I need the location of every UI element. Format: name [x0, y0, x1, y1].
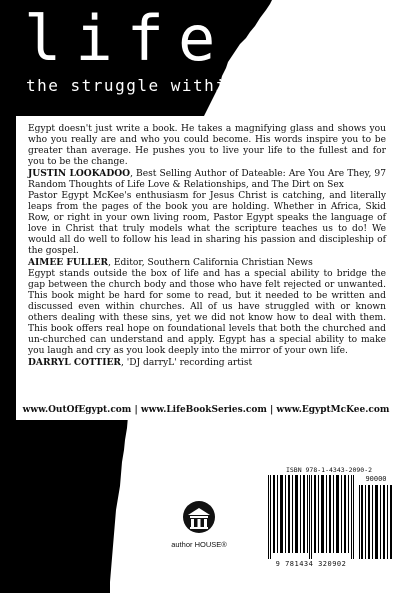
quote-author: DARRYL COTTIER [28, 357, 121, 368]
publisher-building-icon [182, 500, 216, 534]
book-title: life. [24, 2, 281, 75]
publisher-logo [164, 500, 234, 549]
quote-attribution [28, 357, 386, 369]
publisher-name: author HOUSE® [171, 540, 227, 549]
quote-attribution [28, 168, 386, 191]
quote-text: Pastor Egypt McKee's enthusiasm for Jesus Christ is catching, and literally leaps from the pages of the book you are holding. Whether in Africa, Skid Row, or right in your own living room, Pastor Egypt speaks the language of love in Christ that truly models what the scripture teaches us to do! We would all do well to follow his lead in sharing his passion and discipleship of the gospel. [28, 191, 386, 256]
quote-text: Egypt doesn't just write a book. He takes a magnifying glass and shows you who you really are and who you could become. His words inspire you to be greater than average. He pushes you to live your life to the fullest and for you to be the change. [28, 124, 386, 167]
quote-author-role: , Best Selling Author of Dateable: Are You Are They, 97 Random Thoughts of Life Love & Relationships, and The Dirt on Sex [28, 169, 386, 190]
barcode-digits: 9 781434 320902 [275, 560, 347, 568]
quote-author: JUSTIN LOOKADOO [28, 168, 131, 179]
website-links: www.OutOfEgypt.com | www.LifeBookSeries.com | www.EgyptMcKee.com [22, 405, 390, 415]
quote-author: AIMEE FULLER [28, 257, 109, 268]
barcode-addon-number: 90000 [365, 475, 387, 483]
endorsements [28, 124, 386, 369]
quote-attribution [28, 257, 386, 269]
isbn-barcode [262, 466, 396, 572]
quote-text: Egypt stands outside the box of life and has a special ability to bridge the gap between the church body and those who have felt rejected or unwanted. This book might be hard for some to read, but it needed to be written and discussed even within churches. All of us have struggled with or known others dealing with these sins, yet we did not know how to deal with them. This book offers real hope on foundational levels that both the churched and un-churched can understand and apply. Egypt has a special ability to make you laugh and cry as you look deeply into the mirror of your own life. [28, 269, 386, 356]
isbn-number: ISBN 978-1-4343-2090-2 [285, 466, 373, 474]
book-subtitle: the struggle within [26, 76, 238, 95]
quote-author-role: , Editor, Southern California Christian News [108, 258, 313, 268]
barcode-addon-icon [358, 485, 394, 559]
barcode-icon [266, 475, 356, 559]
quote-author-role: , 'DJ darryL' recording artist [120, 358, 253, 368]
